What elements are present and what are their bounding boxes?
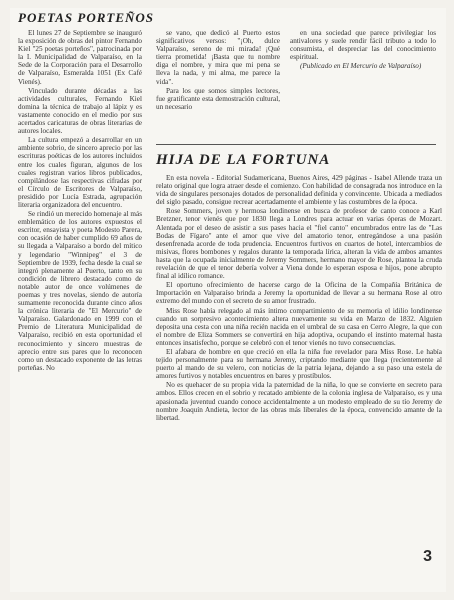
hija-de-la-fortuna-headline: HIJA DE LA FORTUNA: [156, 152, 331, 168]
page-number: 3: [423, 548, 432, 565]
magazine-page: [10, 8, 446, 592]
poetas-portenos-headline: POETAS PORTEÑOS: [18, 10, 154, 25]
review-paragraph: Rose Sommers, joven y hermosa londinense en busca de profesor de canto conoce a Karl Bretzner, tenor vienés que por 1830 llega a Londres para actuar en varias óperas de Mozart. Alentada por el deseo de asistir a sus pases hacia el "fiel canto" encumbrados entre las de "Las Bodas de Fígaro" ante el amor que vive del amatorio tenor, entregándose a una pasión desenfrenada acorde de toda prudencia. Encuentros furtivos en cuartos de hotel, intercambios de misivas, flores bombones y regalos durante la temporada lírica, alteran la vida de ambos amantes hasta que la ocupada inicialmente de Jeremy Sommers, hermano mayor de Rose, plantea la cruda revelación de que el tenor debería volver a Viena donde lo esperan esposa e hijos, pone abrupto final al idílico romance.: [156, 207, 442, 281]
review-paragraph: El afabara de hombre en que creció en ella la niña fue revelador para Miss Rose. Le había tejido personalmente para su hermana Jeremy, criptando mediante que llega (recientemente al puerto al mando de su velero, con noticias de la patria lejana, dejando a su paso una estela de amores furtivos y notables encuentros en bares y prostíbulos.: [156, 347, 442, 381]
section-divider: [156, 144, 436, 145]
poetas-right-column: [290, 29, 436, 71]
poetas-left-column: [18, 29, 142, 373]
review-paragraph: No es quehacer de su propia vida la paternidad de la niña, lo que se convierte en secreto para ambos. Ellos crecen en el sobrio y recatado ambiente de la colonia inglesa de Valparaíso, es y una apasionada juventud cuando conoce accidentalmente a un modesto empleado de su tío Jeremy de nombre Joaquín Andieta, lector de las obras más liberales de la época, convencido amante de la libertad.: [156, 381, 442, 422]
poetas-paragraph: El lunes 27 de Septiembre se inauguró la exposición de obras del pintor Fernando Kiel "25 poetas porteños", patrocinada por la I. Municipalidad de Valparaíso, en la Sede de la Corporación para el Desarrollo de Valparaíso, Esmeralda 1051 (Ex Café Vienés).: [18, 29, 142, 86]
review-paragraph: El oportuno ofrecimiento de hacerse cargo de la Oficina de la Compañía Británica de Importación en Valparaíso brinda a Jeremy la oportunidad de llevar a su hermana Rose al otro extremo del mundo con el secreto de su amor frustrado.: [156, 281, 442, 306]
poetas-paragraph: se vano, que dedicó al Puerto estos significativos versos: "¡Oh, dulce Valparaíso, sereno de mi mirada! ¡Qué tierra prometida! ¡Basta que tu nombre diga el nombre, y mira que mi pena se lleva la nada, y mi alma, me parece la vida".: [156, 29, 280, 86]
publication-credit: (Publicado en El Mercurio de Valparaíso): [300, 62, 422, 71]
poetas-middle-column: [156, 29, 280, 112]
poetas-paragraph: Vinculado durante décadas a las actividades culturales, Fernando Kiel domina la técnica de trabajo al lápiz y es vastamente conocido en el medio por sus acertados caricaturas de obras literarias de autores locales.: [18, 86, 142, 136]
review-paragraph: Miss Rose había relegado al más íntimo compartimiento de su memoria el idilio londinense cuando un sorpresivo acontecimiento altera nuevamente su vida en Marzo de 1832. Alguien deposita una cesta con una niña recién nacida en el umbral de su casa en Cerro Alegre, la que con el nombre de Eliza Sommers se convertirá en hija adoptiva, ocupando el instinto maternal hasta entonces insatisfecho, porque se celebró con el tenor vienés no tuvo consecuencias.: [156, 306, 442, 347]
poetas-paragraph: en una sociedad que parece privilegiar los antivalores y suele rendir fácil tributo a todo lo consumista, el despreciar las del conocimiento espiritual.: [290, 29, 436, 62]
poetas-paragraph: Para los que somos simples lectores, fue gratificante esta demostración cultural, un necesario: [156, 86, 280, 111]
poetas-paragraph: Se rindió un merecido homenaje al más emblemático de los autores expuestos el escritor, ensayista y poeta Modesto Parera, con ocasión de haber cumplido 69 años de su llegada a Valparaíso a bordo del mítico y legendario "Winnipeg" el 3 de Septiembre de 1939, fecha desde la cual se integró plenamente al Puerto, tanto en su condición de librero destacado como de notable autor de once volúmenes de poemas y tres novelas, siendo de autoría sumamente reconocida durante cinco años la crónica literaria de "El Mercurio" de Valparaíso. Galardonado en 1999 con el Premio de Literatura Municipalidad de Valparaíso, recibió en esta oportunidad el reconocimiento y sincero muestras de aprecio entre sus pares que lo reconocen como un destacado exponente de las letras porteñas. No: [18, 210, 142, 372]
poetas-paragraph: La cultura empezó a desarrollar en un ambiente sobrio, de sincero aprecio por las escrituras poéticas de los autores incluidos entre los cuales figuran, algunos de los cuales registran varios libros publicados, compilándose las respectivas cifradas por el Círculo de Escritores de Valparaíso, presidido por Lucía Estrada, agrupación literaria organizadora del encuentro.: [18, 136, 142, 209]
hija-review-column: [156, 174, 442, 423]
review-paragraph: En esta novela - Editorial Sudamericana, Buenos Aires, 429 páginas - Isabel Allende traza un relato original que logra atraer desde el comienzo. Con habilidad de consagrada nos introduce en la vida de singulares personajes dotados de personalidad definida y convincente. Ubicada a mediados del siglo pasado, consigue recrear acertadamente el ambiente y las costumbres de la época.: [156, 174, 442, 207]
